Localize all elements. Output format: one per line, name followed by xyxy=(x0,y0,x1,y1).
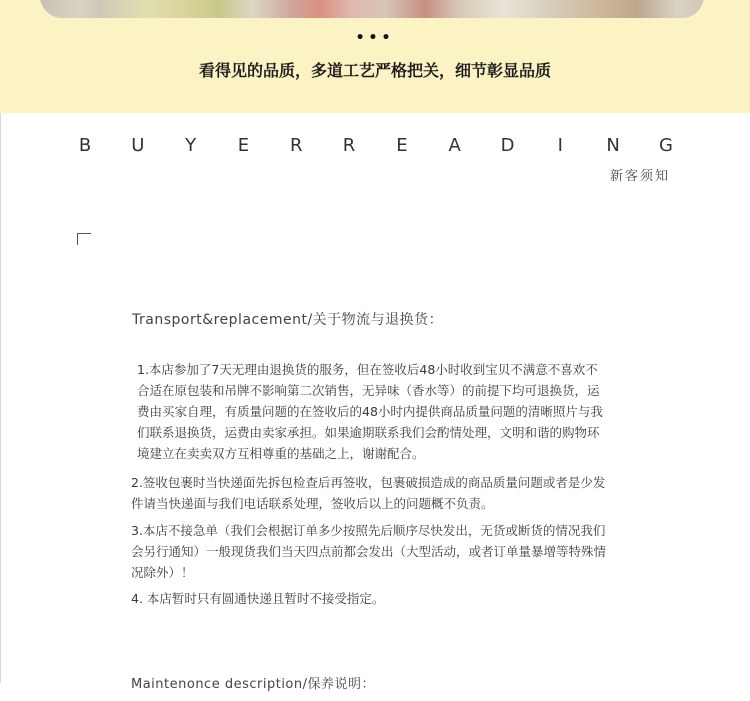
transport-item-2: 2.签收包裹时当快递面先拆包检查后再签收，包裹破损造成的商品质量问题或者是少发件请当快递面与我们电话联系处理，签收后以上的问题概不负责。 xyxy=(131,475,606,511)
transport-item-4: 4. 本店暂时只有圆通快递且暂时不接受指定。 xyxy=(131,591,385,606)
heading-letter: A xyxy=(448,135,461,156)
heading-letter: E xyxy=(396,135,408,156)
heading-letter: R xyxy=(342,135,356,156)
heading-letter: D xyxy=(500,135,515,156)
carousel-dots[interactable]: ••• xyxy=(355,30,395,46)
transport-item-3: 3.本店不接急单（我们会根据订单多少按照先后顺序尽快发出，无货或断货的情况我们会另行通知）一般现货我们当天四点前都会发出（大型活动，或者订单量暴增等特殊情况除外）！ xyxy=(131,523,607,580)
quality-tagline: 看得见的品质，多道工艺严格把关，细节彰显品质 xyxy=(198,61,551,80)
transport-item-1: 1.本店参加了7天无理由退换货的服务，但在签收后48小时收到宝贝不满意不喜欢不合适在原包装和吊牌不影响第二次销售，无异味（香水等）的前提下均可退换货，运费由买家自理，有质量问题的在签收后的48小时内提供商品质量问题的清晰照片与我们联系退换货，运费由卖家承担。如果逾期联系我们会酌情处理，文明和谐的购物环境建立在卖卖双方互相尊重的基础之上，谢谢配合。 xyxy=(137,362,603,461)
product-photo-strip xyxy=(40,0,704,18)
heading-letter: R xyxy=(289,135,303,156)
left-border xyxy=(0,113,1,683)
header-band xyxy=(0,0,750,113)
corner-bracket-icon xyxy=(77,233,91,245)
transport-section-title: Transport&replacement/关于物流与退换货： xyxy=(132,312,444,328)
heading-letter: G xyxy=(658,135,673,156)
heading-letter: E xyxy=(237,135,250,156)
heading-letter: I xyxy=(557,135,563,156)
buyer-reading-subtitle: 新客须知 xyxy=(609,169,670,184)
maintenance-section-title: Maintenonce description/保养说明： xyxy=(131,677,375,692)
heading-letter: N xyxy=(606,135,620,156)
buyer-reading-heading xyxy=(78,135,673,156)
heading-letter: Y xyxy=(185,135,197,156)
heading-letter: U xyxy=(131,135,145,156)
heading-letter: B xyxy=(78,135,92,156)
